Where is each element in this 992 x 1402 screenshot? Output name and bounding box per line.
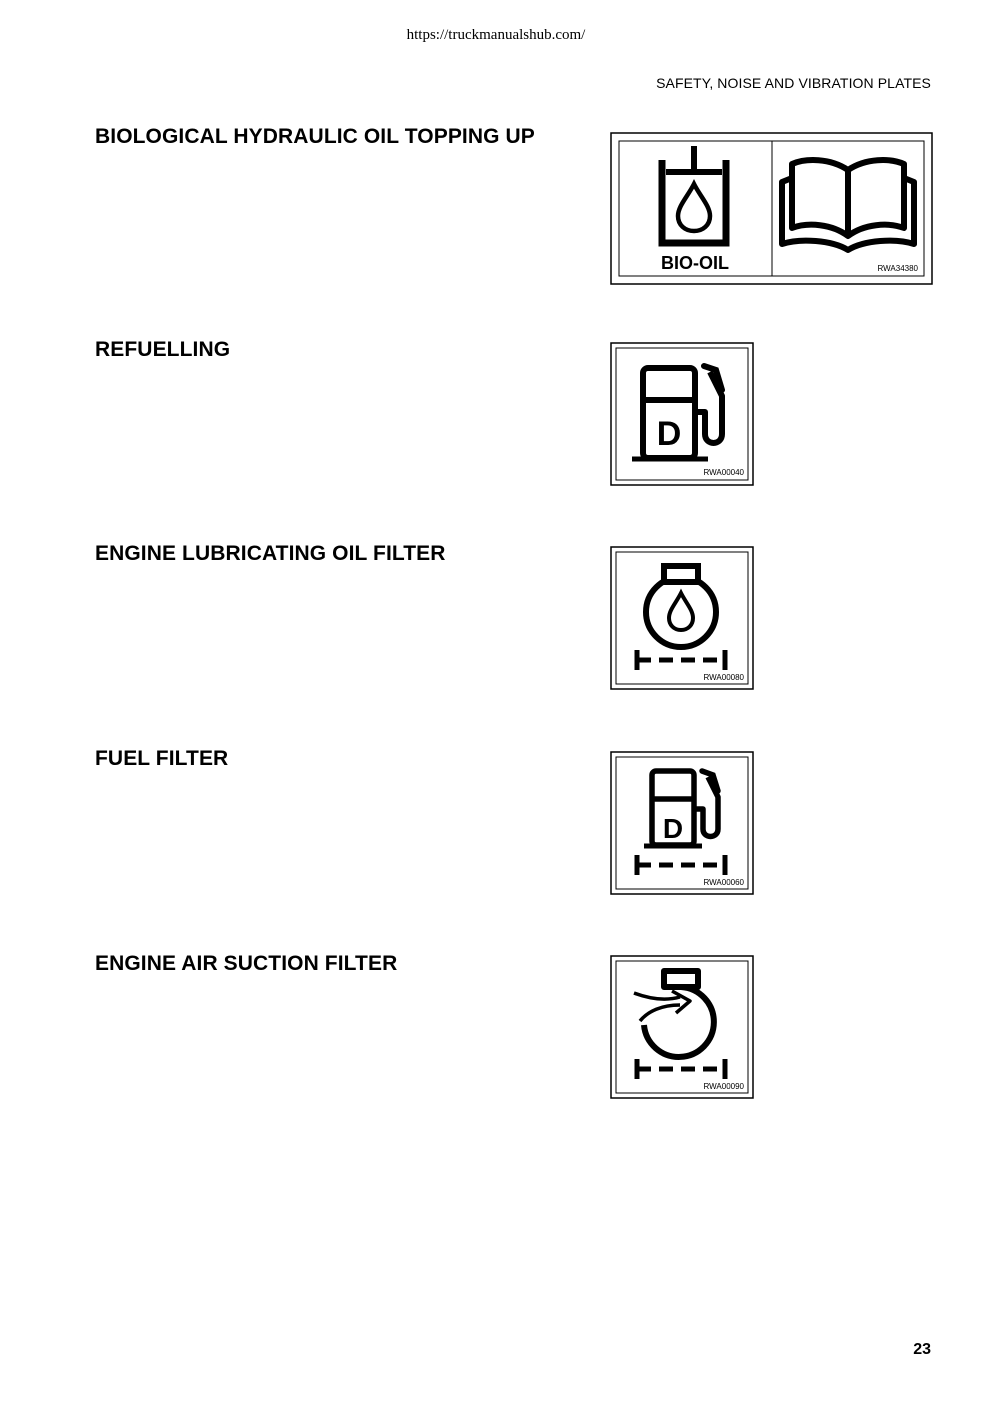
plate-fuel-filter — [610, 751, 754, 895]
plate-code: RWA00040 — [703, 468, 744, 477]
plate-code: RWA34380 — [877, 264, 918, 273]
page-number: 23 — [913, 1341, 931, 1358]
plate-engine-oil-filter — [610, 546, 754, 690]
section-heading-refuelling: REFUELLING — [95, 338, 231, 361]
plate-code: RWA00090 — [703, 1082, 744, 1091]
section-heading-bio-oil: BIOLOGICAL HYDRAULIC OIL TOPPING UP — [95, 125, 535, 148]
page-url: https://truckmanualshub.com/ — [406, 27, 586, 43]
plate-label-diesel: D — [662, 813, 684, 844]
section-heading-fuel-filter: FUEL FILTER — [95, 747, 229, 770]
plate-code: RWA00080 — [703, 673, 744, 682]
running-head: SAFETY, NOISE AND VIBRATION PLATES — [656, 75, 931, 91]
plate-air-filter — [610, 955, 754, 1099]
plate-refuelling — [610, 342, 754, 486]
plate-label-bio-oil: BIO-OIL — [661, 253, 729, 273]
section-heading-engine-oil-filter: ENGINE LUBRICATING OIL FILTER — [95, 542, 446, 565]
section-heading-air-filter: ENGINE AIR SUCTION FILTER — [95, 952, 398, 975]
plate-label-diesel: D — [656, 415, 682, 453]
plate-bio-oil — [610, 132, 933, 285]
plate-code: RWA00060 — [703, 878, 744, 887]
